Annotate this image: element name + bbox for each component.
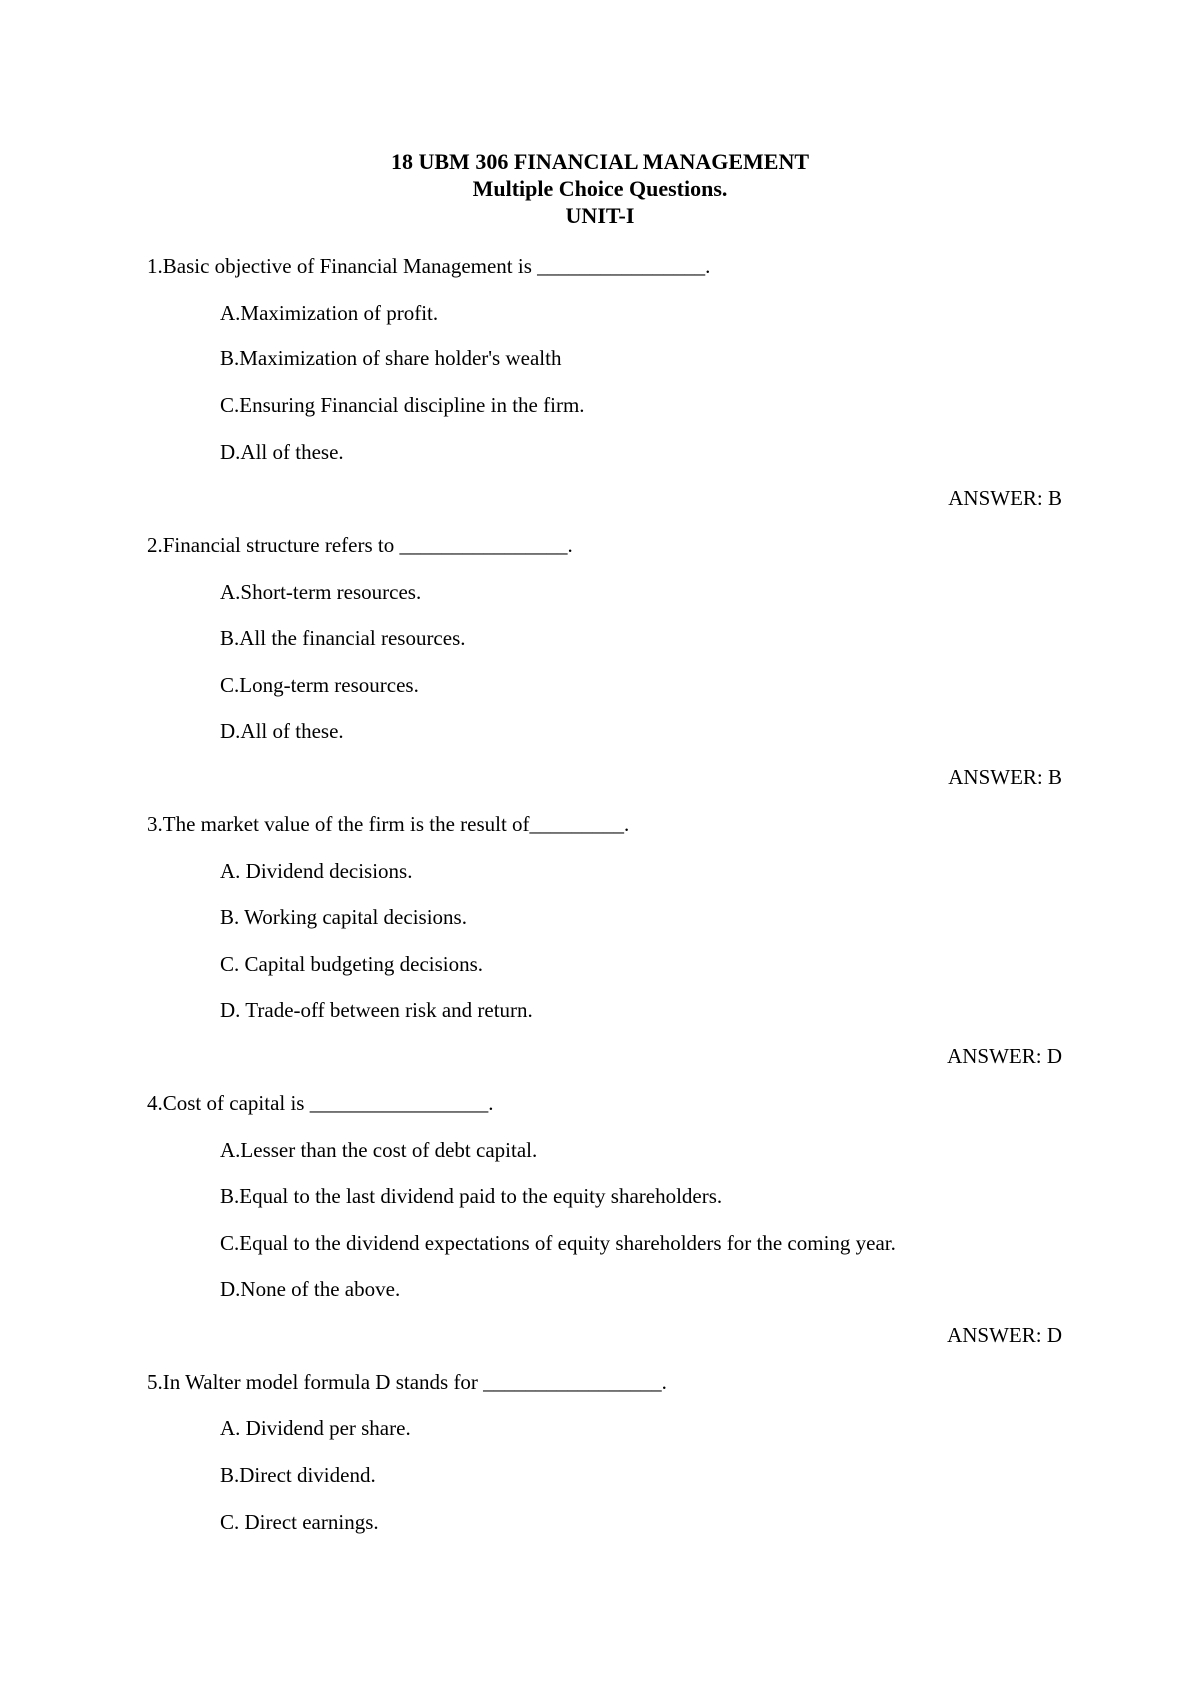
question-text: 4.Cost of capital is _________________. xyxy=(147,1091,494,1115)
answer-option: D. Trade-off between risk and return. xyxy=(220,998,533,1022)
answer-option: D.None of the above. xyxy=(220,1277,401,1301)
answer-option: A.Short-term resources. xyxy=(220,580,422,604)
answer-option: C. Direct earnings. xyxy=(220,1510,379,1534)
course-title: 18 UBM 306 FINANCIAL MANAGEMENT xyxy=(391,149,809,174)
unit-heading: UNIT-I xyxy=(565,203,635,228)
answer-option: B.All the financial resources. xyxy=(220,626,466,650)
answer-option: C.Ensuring Financial discipline in the firm. xyxy=(220,393,585,417)
answer-option: A. Dividend decisions. xyxy=(220,859,413,883)
answer-option: B. Working capital decisions. xyxy=(220,905,467,929)
answer-option: C. Capital budgeting decisions. xyxy=(220,952,484,976)
document-header xyxy=(0,148,1200,229)
question-text: 2.Financial structure refers to ________________. xyxy=(147,533,573,557)
question-text: 3.The market value of the firm is the result of_________. xyxy=(147,812,630,836)
answer-key: ANSWER: B xyxy=(948,765,1062,789)
answer-option: B.Maximization of share holder's wealth xyxy=(220,346,562,370)
answer-option: A. Dividend per share. xyxy=(220,1416,411,1440)
answer-key: ANSWER: B xyxy=(948,486,1062,510)
answer-option: D.All of these. xyxy=(220,719,344,743)
question-text: 5.In Walter model formula D stands for _________________. xyxy=(147,1370,667,1394)
document-subtitle: Multiple Choice Questions. xyxy=(472,176,728,201)
answer-option: C.Equal to the dividend expectations of equity shareholders for the coming year. xyxy=(220,1231,896,1255)
answer-option: A.Lesser than the cost of debt capital. xyxy=(220,1138,538,1162)
answer-option: A.Maximization of profit. xyxy=(220,301,439,325)
answer-option: D.All of these. xyxy=(220,440,344,464)
answer-option: B.Equal to the last dividend paid to the equity shareholders. xyxy=(220,1184,723,1208)
answer-key: ANSWER: D xyxy=(947,1044,1062,1068)
question-text: 1.Basic objective of Financial Management is ________________. xyxy=(147,254,711,278)
answer-option: C.Long-term resources. xyxy=(220,673,419,697)
answer-key: ANSWER: D xyxy=(947,1323,1062,1347)
answer-option: B.Direct dividend. xyxy=(220,1463,376,1487)
